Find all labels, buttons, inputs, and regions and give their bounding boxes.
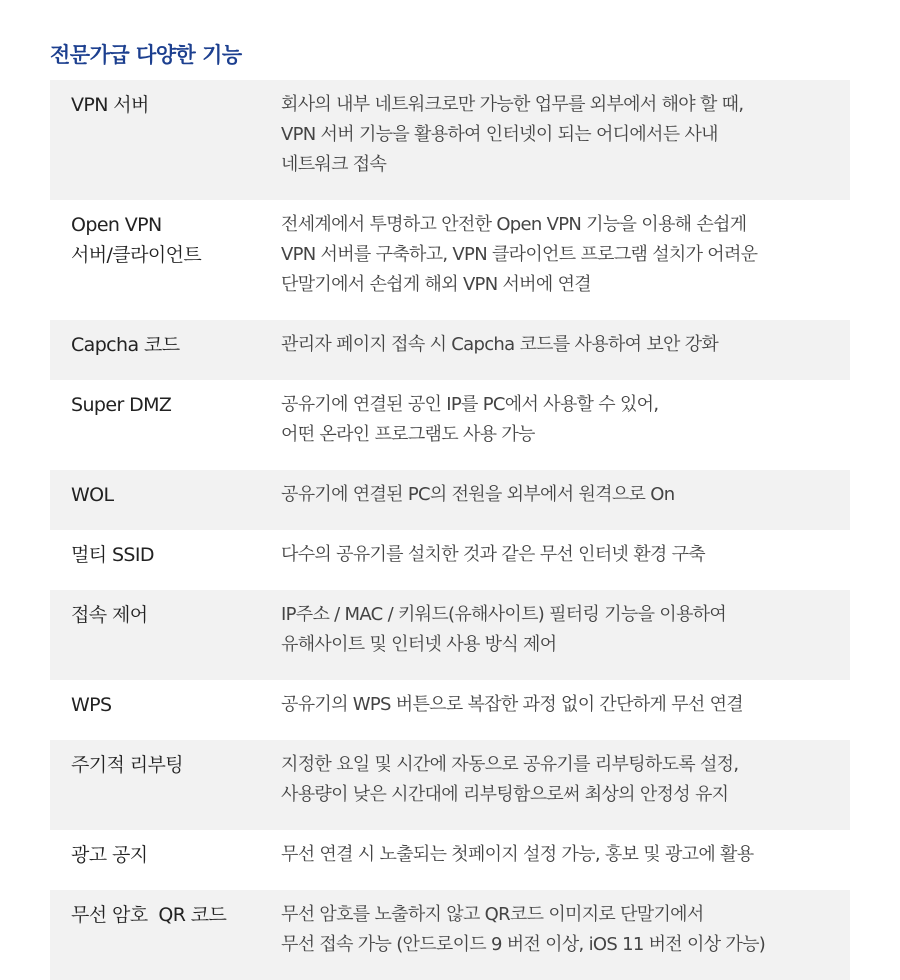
feature-description: 회사의 내부 네트워크로만 가능한 업무를 외부에서 해야 할 때, VPN 서버 기능을 활용하여 인터넷이 되는 어디에서든 사내 네트워크 접속 [281, 94, 744, 175]
feature-name: VPN 서버 [71, 94, 149, 116]
feature-name: Super DMZ [71, 394, 172, 416]
feature-description: 다수의 공유기를 설치한 것과 같은 무선 인터넷 환경 구축 [281, 544, 705, 565]
feature-row-open-vpn [50, 200, 850, 320]
feature-name: Open VPN 서버/클라이언트 [71, 214, 202, 266]
feature-name: 광고 공지 [71, 844, 148, 866]
feature-name: 접속 제어 [71, 604, 148, 626]
feature-name: 멀티 SSID [71, 544, 154, 566]
section-title: 전문가급 다양한 기능 [50, 43, 242, 67]
feature-description: 무선 암호를 노출하지 않고 QR코드 이미지로 단말기에서 무선 접속 가능 (안드로이드 9 버전 이상, iOS 11 버전 이상 가능) [281, 904, 766, 955]
feature-name: Capcha 코드 [71, 334, 180, 356]
feature-row-wol [50, 470, 850, 530]
feature-description: 전세계에서 투명하고 안전한 Open VPN 기능을 이용해 손쉽게 VPN 서버를 구축하고, VPN 클라이언트 프로그램 설치가 어려운 단말기에서 손쉽게 해외 VPN 서버에 연결 [281, 214, 758, 295]
feature-description: 공유기에 연결된 공인 IP를 PC에서 사용할 수 있어, 어떤 온라인 프로그램도 사용 가능 [281, 394, 659, 445]
feature-description: 공유기에 연결된 PC의 전원을 외부에서 원격으로 On [281, 484, 675, 505]
feature-row-vpn-server [50, 80, 850, 200]
feature-row-multi-ssid [50, 530, 850, 590]
feature-row-access-control [50, 590, 850, 680]
feature-row-scheduled-reboot [50, 740, 850, 830]
feature-row-wifi-qr-code [50, 890, 850, 980]
feature-name: WPS [71, 694, 112, 716]
feature-table [50, 80, 850, 980]
feature-row-super-dmz [50, 380, 850, 470]
feature-name: 주기적 리부팅 [71, 754, 183, 776]
feature-row-capcha [50, 320, 850, 380]
feature-row-ad-notice [50, 830, 850, 890]
feature-description: 무선 연결 시 노출되는 첫페이지 설정 가능, 홍보 및 광고에 활용 [281, 844, 754, 865]
feature-description: 공유기의 WPS 버튼으로 복잡한 과정 없이 간단하게 무선 연결 [281, 694, 743, 715]
feature-name: 무선 암호 QR 코드 [71, 904, 227, 926]
feature-description: IP주소 / MAC / 키워드(유해사이트) 필터링 기능을 이용하여 유해사이트 및 인터넷 사용 방식 제어 [281, 604, 727, 655]
feature-description: 지정한 요일 및 시간에 자동으로 공유기를 리부팅하도록 설정, 사용량이 낮은 시간대에 리부팅함으로써 최상의 안정성 유지 [281, 754, 739, 805]
feature-row-wps [50, 680, 850, 740]
feature-name: WOL [71, 484, 114, 506]
feature-description: 관리자 페이지 접속 시 Capcha 코드를 사용하여 보안 강화 [281, 334, 719, 355]
